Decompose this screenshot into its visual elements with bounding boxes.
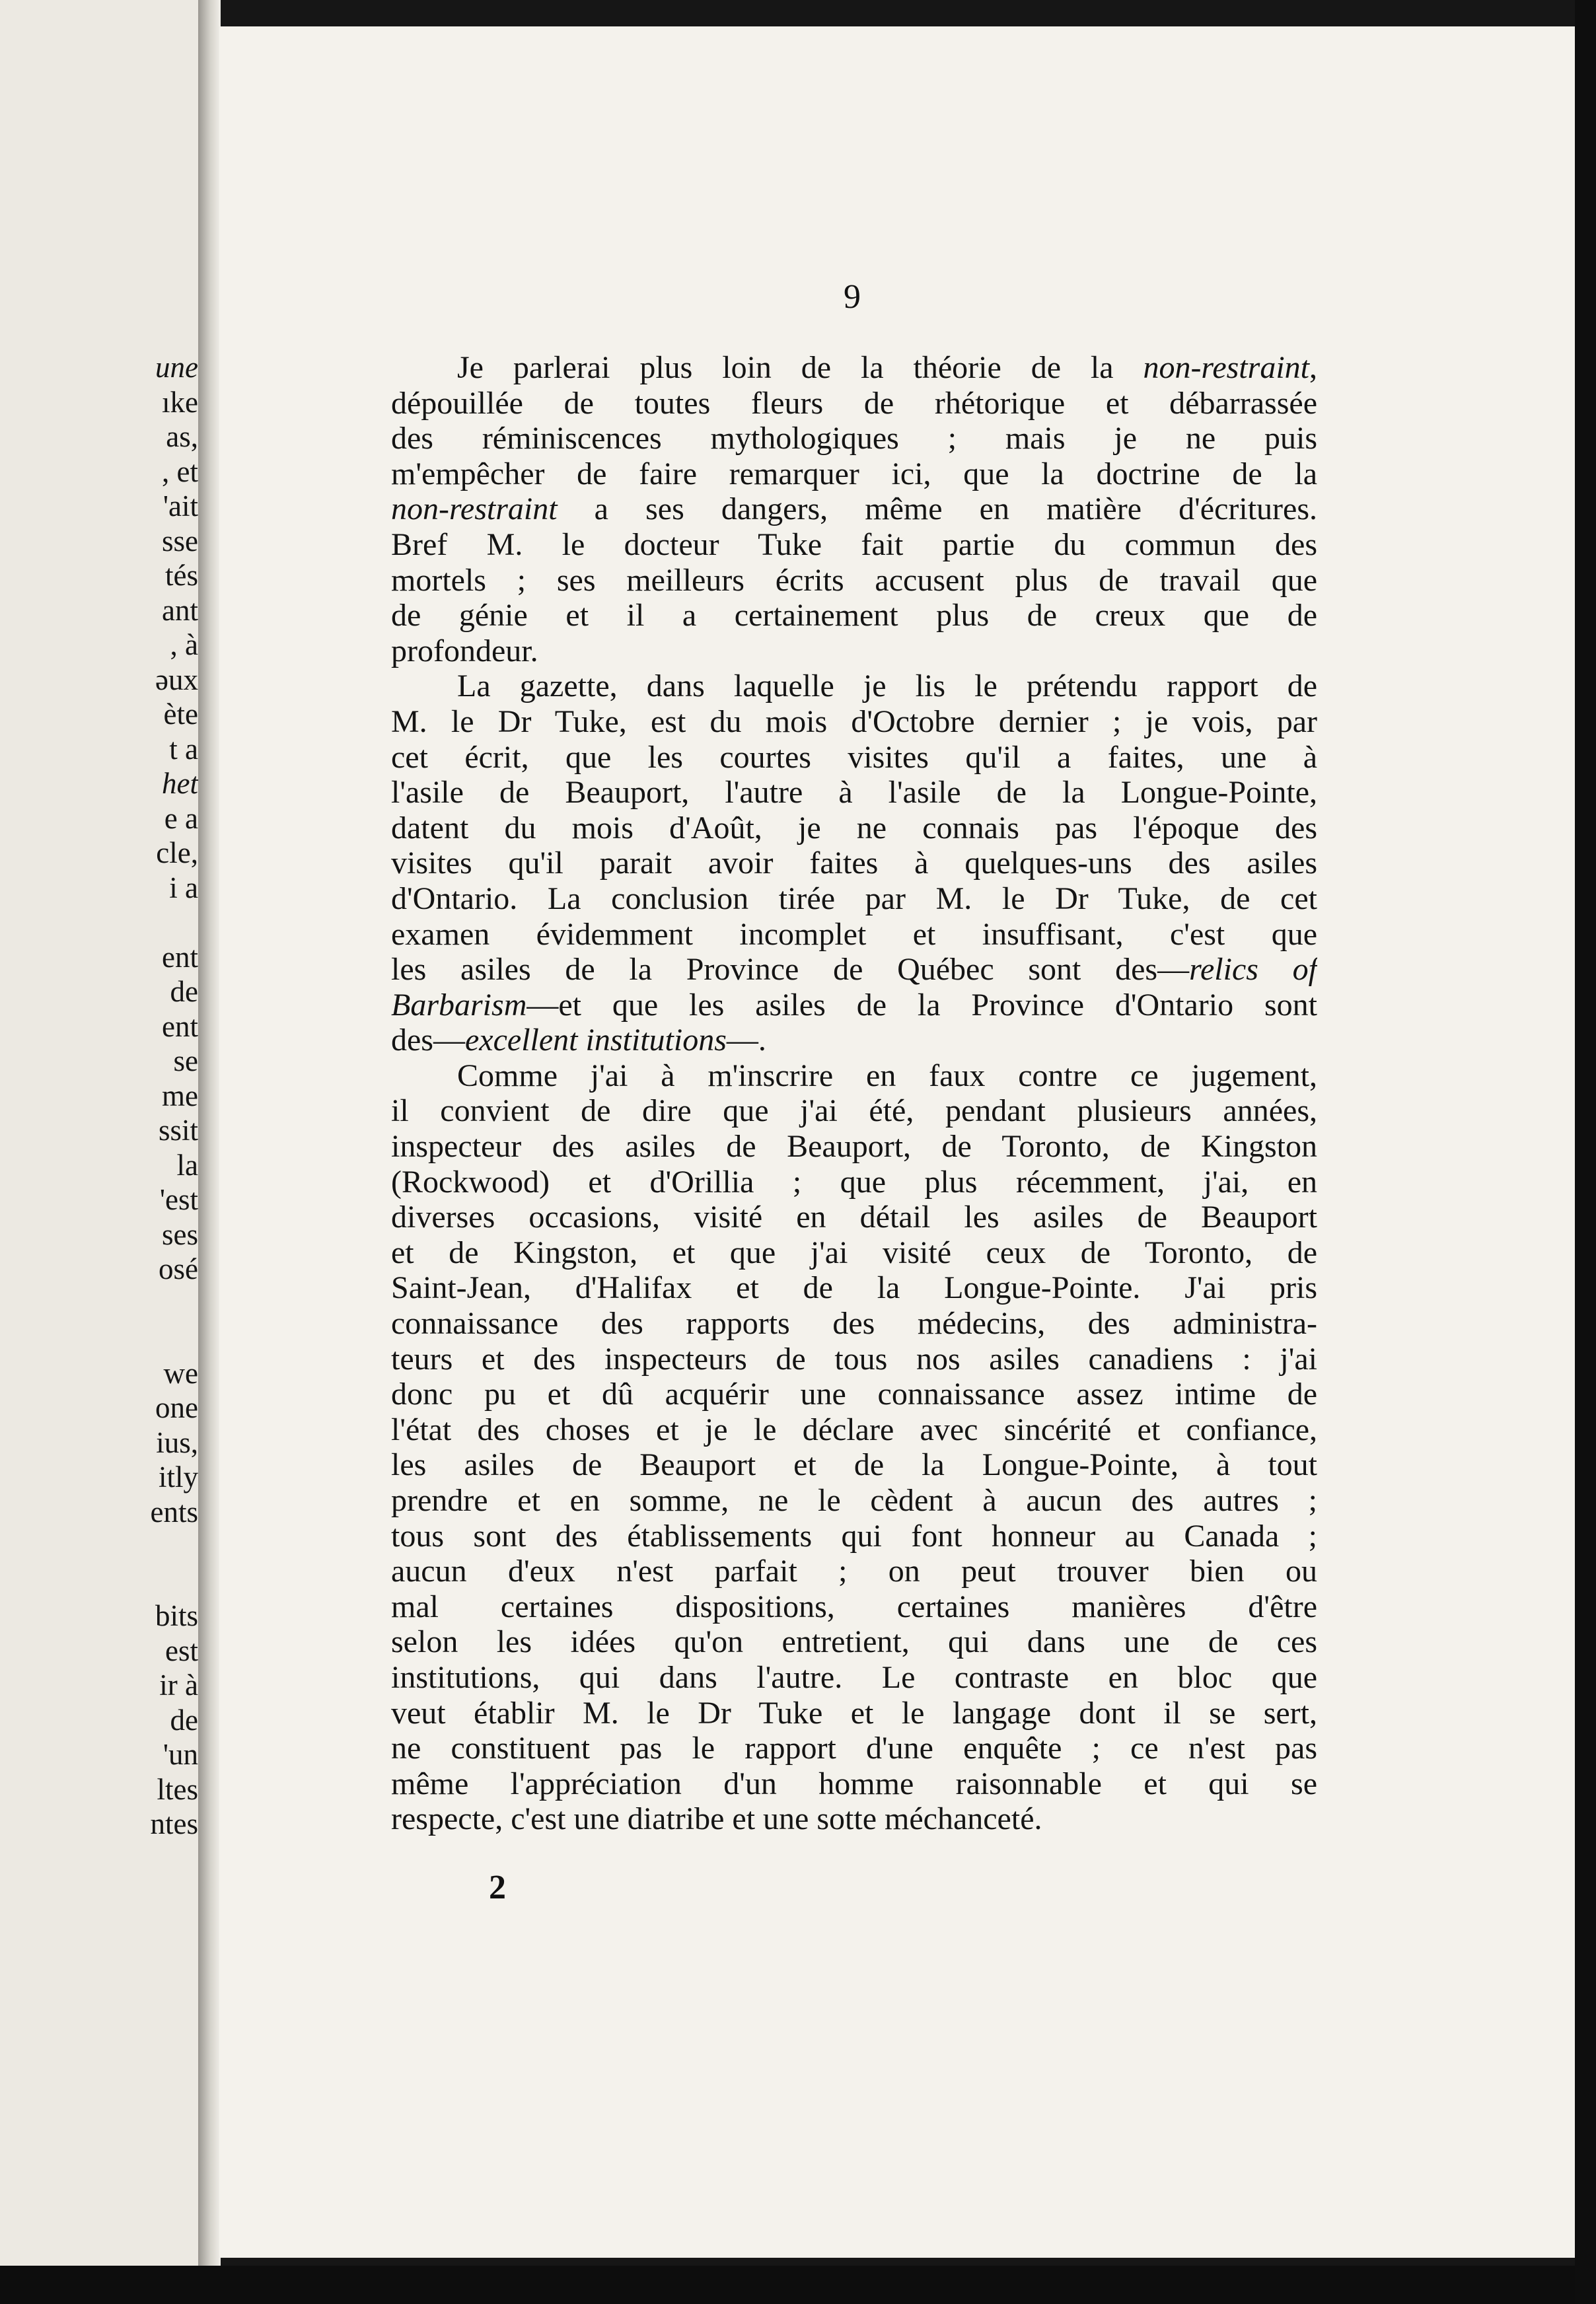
left-fragment-line: ntes (150, 1807, 198, 1840)
scan-bottom-border (0, 2266, 1596, 2304)
body-text (391, 350, 1317, 1837)
text-line: visites qu'il parait avoir faites à quelques-uns des asiles (391, 846, 1317, 881)
text-line: l'état des choses et je le déclare avec sincérité et confiance, (391, 1412, 1317, 1447)
left-fragment-line: i a (169, 871, 198, 904)
text-line: Barbarism—et que les asiles de la Province d'Ontario sont (391, 987, 1317, 1023)
text-line: La gazette, dans laquelle je lis le prétendu rapport de (457, 668, 1317, 704)
left-fragment-line: osé (159, 1252, 198, 1285)
left-page-text-fragments (0, 350, 198, 1842)
text-line: des—excellent institutions—. (391, 1023, 766, 1058)
left-fragment-line: ents (150, 1495, 198, 1529)
text-line: les asiles de la Province de Québec sont des—relics of (391, 952, 1317, 988)
text-line: mal certaines dispositions, certaines manières d'être (391, 1589, 1317, 1624)
left-fragment-line: as, (166, 420, 198, 453)
text-line: m'empêcher de faire remarquer ici, que la doctrine de la (391, 456, 1317, 491)
left-fragment-line: 'ait (163, 489, 198, 522)
text-line: inspecteur des asiles de Beauport, de Toronto, de Kingston (391, 1129, 1317, 1165)
text-line: l'asile de Beauport, l'autre à l'asile de la Longue-Pointe, (391, 775, 1317, 810)
text-line: teurs et des inspecteurs de tous nos asiles canadiens : j'ai (391, 1341, 1317, 1377)
text-line: les asiles de Beauport et de la Longue-Pointe, à tout (391, 1447, 1317, 1483)
left-fragment-line (0, 1321, 198, 1356)
text-line: examen évidemment incomplet et insuffisant, c'est que (391, 916, 1317, 952)
scan-right-border (1575, 0, 1596, 2304)
left-fragment-line: ses (162, 1217, 198, 1251)
left-fragment-line: tés (165, 559, 198, 592)
left-fragment-line: sse (162, 524, 198, 558)
left-fragment-line: me (162, 1079, 198, 1112)
left-fragment-line: , et (162, 454, 198, 488)
left-fragment-line: ète (163, 698, 198, 731)
left-fragment-line: we (163, 1356, 198, 1390)
text-line: diverses occasions, visité en détail les asiles de Beauport (391, 1200, 1317, 1235)
left-fragment-line: cle, (156, 836, 198, 869)
left-fragment-line: une (155, 351, 198, 384)
left-fragment-line: est (165, 1634, 198, 1667)
text-line: de génie et il a certainement plus de creux que de (391, 598, 1317, 633)
left-fragment-line: ir à (159, 1669, 198, 1702)
left-fragment-line: de (170, 975, 198, 1008)
text-line: datent du mois d'Août, je ne connais pas l'époque des (391, 810, 1317, 846)
left-fragment-line: la (176, 1148, 198, 1182)
left-fragment-line: het (162, 767, 198, 800)
left-fragment-line: bits (155, 1599, 198, 1632)
left-fragment-line: itly (158, 1460, 198, 1494)
text-line: dépouillée de toutes fleurs de rhétorique et débarrassée (391, 385, 1317, 421)
text-line: Comme j'ai à m'inscrire en faux contre ce jugement, (457, 1058, 1317, 1093)
left-fragment-line: de (170, 1703, 198, 1737)
text-line: il convient de dire que j'ai été, pendant plusieurs années, (391, 1093, 1317, 1129)
left-fragment-line: ıke (162, 385, 198, 419)
text-line: aucun d'eux n'est parfait ; on peut trouver bien ou (391, 1554, 1317, 1589)
text-line: Saint-Jean, d'Halifax et de la Longue-Pointe. J'ai pris (391, 1270, 1317, 1306)
text-line: même l'appréciation d'un homme raisonnable et qui se (391, 1766, 1317, 1801)
left-fragment-line (0, 1529, 198, 1564)
left-fragment-line: 'un (163, 1738, 198, 1771)
text-line: (Rockwood) et d'Orillia ; que plus récemment, j'ai, en (391, 1164, 1317, 1200)
left-fragment-line (0, 905, 198, 940)
left-fragment-line: ius, (156, 1425, 198, 1459)
left-page-fragment (0, 0, 208, 2266)
left-fragment-line: , à (170, 628, 198, 661)
text-line: tous sont des établissements qui font honneur au Canada ; (391, 1518, 1317, 1554)
text-line: et de Kingston, et que j'ai visité ceux de Toronto, de (391, 1235, 1317, 1270)
text-line: veut établir M. le Dr Tuke et le langage dont il se sert, (391, 1695, 1317, 1731)
text-line: profondeur. (391, 633, 538, 668)
text-line: connaissance des rapports des médecins, des administra- (391, 1306, 1317, 1342)
left-fragment-line: ssit (158, 1114, 198, 1147)
text-line: cet écrit, que les courtes visites qu'il a faites, une à (391, 739, 1317, 775)
left-fragment-line: ent (162, 1009, 198, 1043)
left-fragment-line: 'est (159, 1183, 198, 1216)
left-fragment-line: ant (162, 593, 198, 627)
text-line: Bref M. le docteur Tuke fait partie du commun des (391, 526, 1317, 562)
text-line: d'Ontario. La conclusion tirée par M. le Dr Tuke, de cet (391, 881, 1317, 916)
text-line: Je parlerai plus loin de la théorie de la non-restraint, (457, 350, 1317, 385)
left-fragment-line: t a (169, 732, 198, 766)
text-line: ne constituent pas le rapport d'une enquête ; ce n'est pas (391, 1731, 1317, 1766)
left-fragment-line: se (173, 1044, 198, 1077)
left-fragment-line: ltes (157, 1772, 198, 1806)
text-line: mortels ; ses meilleurs écrits accusent plus de travail que (391, 562, 1317, 598)
page-number: 9 (844, 278, 861, 316)
text-line: M. le Dr Tuke, est du mois d'Octobre dernier ; je vois, par (391, 703, 1317, 739)
text-line: non-restraint a ses dangers, même en matière d'écritures. (391, 491, 1317, 527)
book-gutter-shadow (198, 0, 221, 2266)
left-fragment-line: one (155, 1391, 198, 1424)
left-fragment-line: əux (155, 663, 198, 696)
left-fragment-line: ent (162, 940, 198, 974)
text-line: prendre et en somme, ne le cèdent à aucun des autres ; (391, 1483, 1317, 1518)
text-line: respecte, c'est une diatribe et une sotte méchanceté. (391, 1801, 1042, 1837)
left-fragment-line: e a (164, 801, 198, 835)
left-fragment-line (0, 1287, 198, 1322)
left-fragment-line (0, 1564, 198, 1599)
text-line: donc pu et dû acquérir une connaissance assez intime de (391, 1377, 1317, 1412)
text-line: des réminiscences mythologiques ; mais je ne puis (391, 421, 1317, 456)
text-line: selon les idées qu'on entretient, qui dans une de ces (391, 1624, 1317, 1660)
signature-mark: 2 (489, 1869, 506, 1906)
text-line: institutions, qui dans l'autre. Le contraste en bloc que (391, 1659, 1317, 1695)
